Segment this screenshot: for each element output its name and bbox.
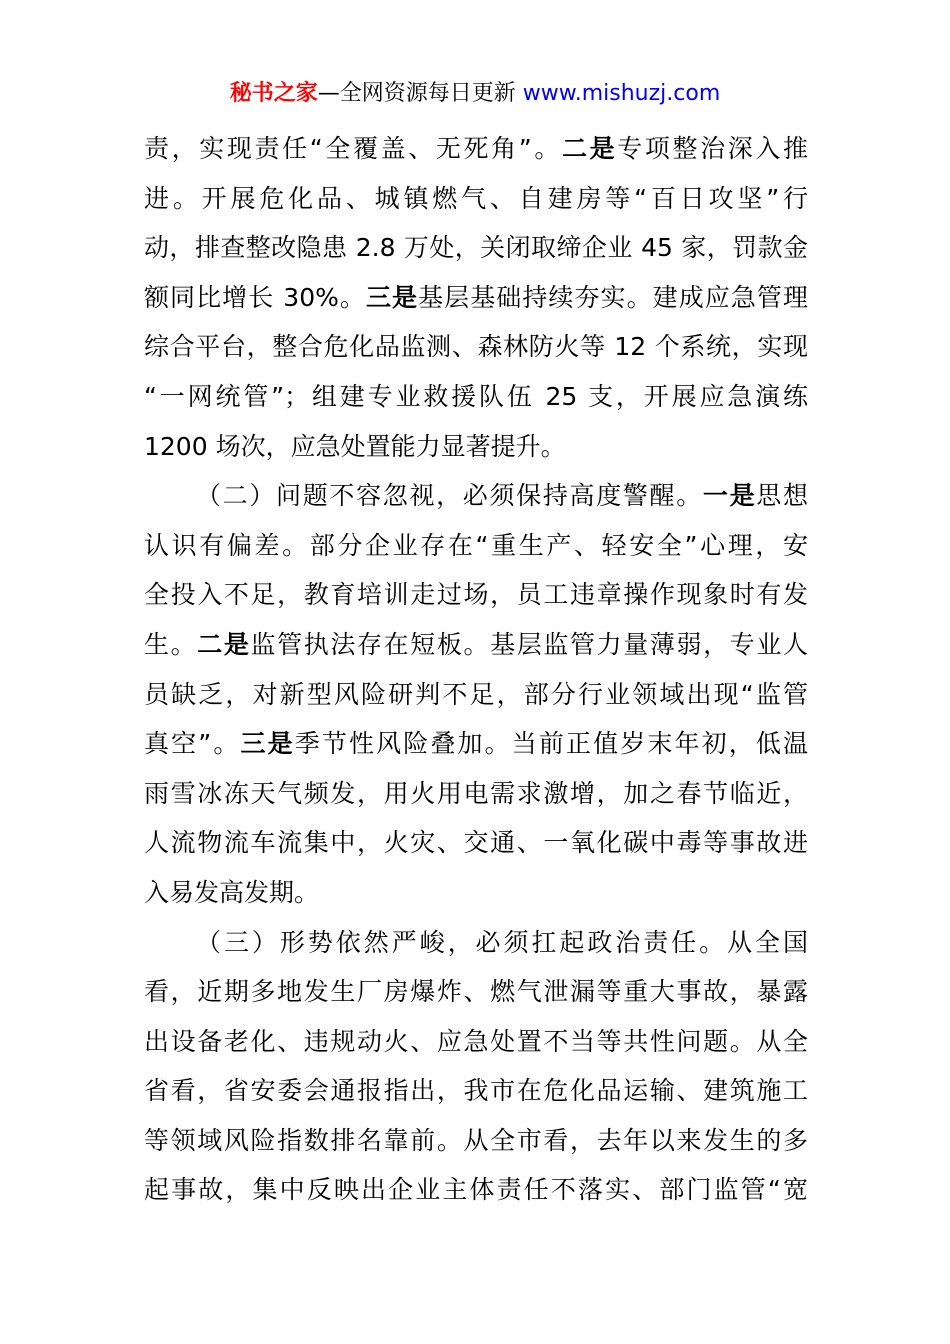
text-run: 省看，省安委会通报指出，我市在危化品运输、建筑施工 <box>144 1076 808 1106</box>
text-line <box>144 670 808 720</box>
text-line <box>144 422 808 472</box>
text-run: 额同比增长 30%。 <box>144 282 366 312</box>
text-run: 等领域风险指数排名靠前。从全市看，去年以来发生的多 <box>144 1125 808 1155</box>
text-line <box>144 818 808 868</box>
bold-run: 三是 <box>366 282 419 312</box>
text-run: （二）问题不容忽视，必须保持高度警醒。 <box>196 481 703 511</box>
text-line <box>144 620 808 670</box>
text-run: 人流物流车流集中，火灾、交通、一氧化碳中毒等事故进 <box>144 828 808 858</box>
text-run: 1200 场次，应急处置能力显著提升。 <box>144 431 566 461</box>
text-run: 思想 <box>756 481 808 511</box>
bold-run: 一是 <box>702 481 757 511</box>
bold-run: 二是 <box>561 134 618 163</box>
bold-run: 三是 <box>240 729 295 759</box>
text-line <box>144 174 808 224</box>
bold-run: 二是 <box>197 629 251 659</box>
text-run: “一网统管”；组建专业救援队伍 25 支，开展应急演练 <box>144 381 808 411</box>
header-tagline: —全网资源每日更新 <box>317 81 523 106</box>
text-line <box>144 1116 808 1166</box>
text-run: 基层基础持续夯实。建成应急管理 <box>418 282 808 312</box>
text-line <box>144 967 808 1017</box>
text-line <box>144 868 808 918</box>
text-line <box>144 769 808 819</box>
text-line <box>144 1066 808 1116</box>
text-line <box>144 124 808 174</box>
header-url-link[interactable]: www.mishuzj.com <box>522 81 721 106</box>
text-run: 责，实现责任“全覆盖、无死角”。 <box>144 134 562 163</box>
text-run: 看，近期多地发生厂房爆炸、燃气泄漏等重大事故，暴露 <box>144 977 808 1007</box>
text-line <box>144 322 808 372</box>
text-run: 出设备老化、违规动火、应急处置不当等共性问题。从全 <box>144 1026 808 1056</box>
text-line <box>144 570 808 620</box>
text-run: 真空”。 <box>144 729 241 759</box>
text-run: 入易发高发期。 <box>144 877 320 907</box>
text-run: 生。 <box>144 629 198 659</box>
text-line <box>144 521 808 571</box>
text-run: 全投入不足，教育培训走过场，员工违章操作现象时有发 <box>144 580 808 610</box>
text-run: 季节性风险叠加。当前正值岁末年初，低温 <box>294 729 808 759</box>
text-run: 综合平台，整合危化品监测、森林防火等 12 个系统，实现 <box>144 332 808 362</box>
text-run: 起事故，集中反映出企业主体责任不落实、部门监管“宽 <box>144 1175 808 1205</box>
text-line <box>144 719 808 769</box>
text-run: 员缺乏，对新型风险研判不足，部分行业领域出现“监管 <box>144 679 808 709</box>
text-run: 监管执法存在短板。基层监管力量薄弱，专业人 <box>250 629 808 659</box>
page-header <box>0 78 950 110</box>
text-line <box>144 223 808 273</box>
text-line <box>144 918 808 968</box>
text-line <box>144 1017 808 1067</box>
text-line <box>144 372 808 422</box>
text-run: （三）形势依然严峻，必须扛起政治责任。从全国 <box>196 927 808 957</box>
text-run: 进。开展危化品、城镇燃气、自建房等“百日攻坚”行 <box>144 183 808 213</box>
text-line <box>144 1165 808 1215</box>
text-line <box>144 273 808 323</box>
text-run: 雨雪冰冻天气频发，用火用电需求激增，加之春节临近， <box>144 778 808 808</box>
text-run: 认识有偏差。部分企业存在“重生产、轻安全”心理，安 <box>144 530 808 560</box>
header-brand: 秘书之家 <box>229 81 318 106</box>
document-body <box>144 124 808 1215</box>
text-line <box>144 471 808 521</box>
text-run: 专项整治深入推 <box>617 134 808 163</box>
text-run: 动，排查整改隐患 2.8 万处，关闭取缔企业 45 家，罚款金 <box>144 233 808 263</box>
